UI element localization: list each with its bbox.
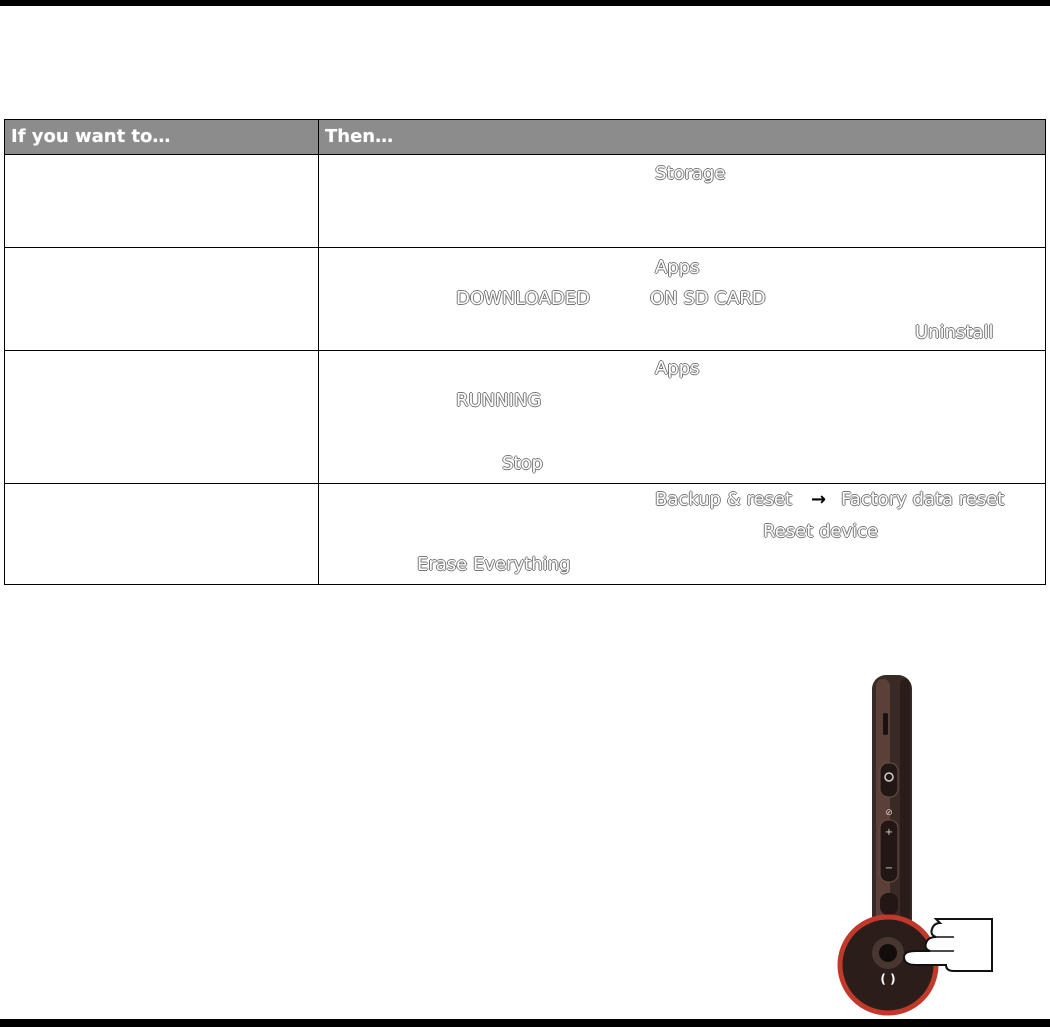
- svg-text:⊘: ⊘: [885, 808, 893, 818]
- goal-cell: [5, 484, 319, 585]
- table-row: [5, 484, 1046, 585]
- arrow-right-icon: →: [811, 489, 827, 510]
- steps-cell: [319, 484, 1046, 585]
- step-token: Apps: [655, 257, 700, 278]
- table-row: [5, 155, 1046, 248]
- step-token: ON SD CARD: [650, 288, 766, 309]
- column-header-goal: If you want to…: [5, 120, 319, 155]
- steps-cell: [319, 248, 1046, 351]
- step-token: Reset device: [763, 521, 879, 542]
- step-token: Erase Everything: [417, 554, 571, 575]
- step-token: Uninstall: [915, 322, 994, 343]
- step-token: Stop: [502, 453, 543, 474]
- table-header-row: [5, 120, 1046, 155]
- table-row: [5, 248, 1046, 351]
- step-token: DOWNLOADED: [456, 288, 590, 309]
- step-token: Apps: [655, 358, 700, 379]
- pressing-hand-icon: [896, 909, 996, 979]
- svg-text:−: −: [884, 863, 894, 874]
- step-token: Backup & reset: [655, 489, 793, 510]
- goal-cell: [5, 155, 319, 248]
- column-header-steps: Then…: [319, 120, 1046, 155]
- step-token: RUNNING: [456, 390, 542, 411]
- steps-cell: [319, 155, 1046, 248]
- device-illustration: [820, 665, 1020, 1019]
- step-token: Factory data reset: [841, 489, 1005, 510]
- goal-cell: [5, 351, 319, 484]
- steps-cell: [319, 351, 1046, 484]
- top-rule: [0, 0, 1050, 6]
- step-token: Storage: [655, 163, 726, 184]
- goal-cell: [5, 248, 319, 351]
- table-row: [5, 351, 1046, 484]
- svg-text:( ): ( ): [880, 972, 896, 986]
- bottom-rule: [0, 1019, 1050, 1027]
- instruction-table: [4, 119, 1046, 585]
- svg-text:+: +: [884, 827, 894, 838]
